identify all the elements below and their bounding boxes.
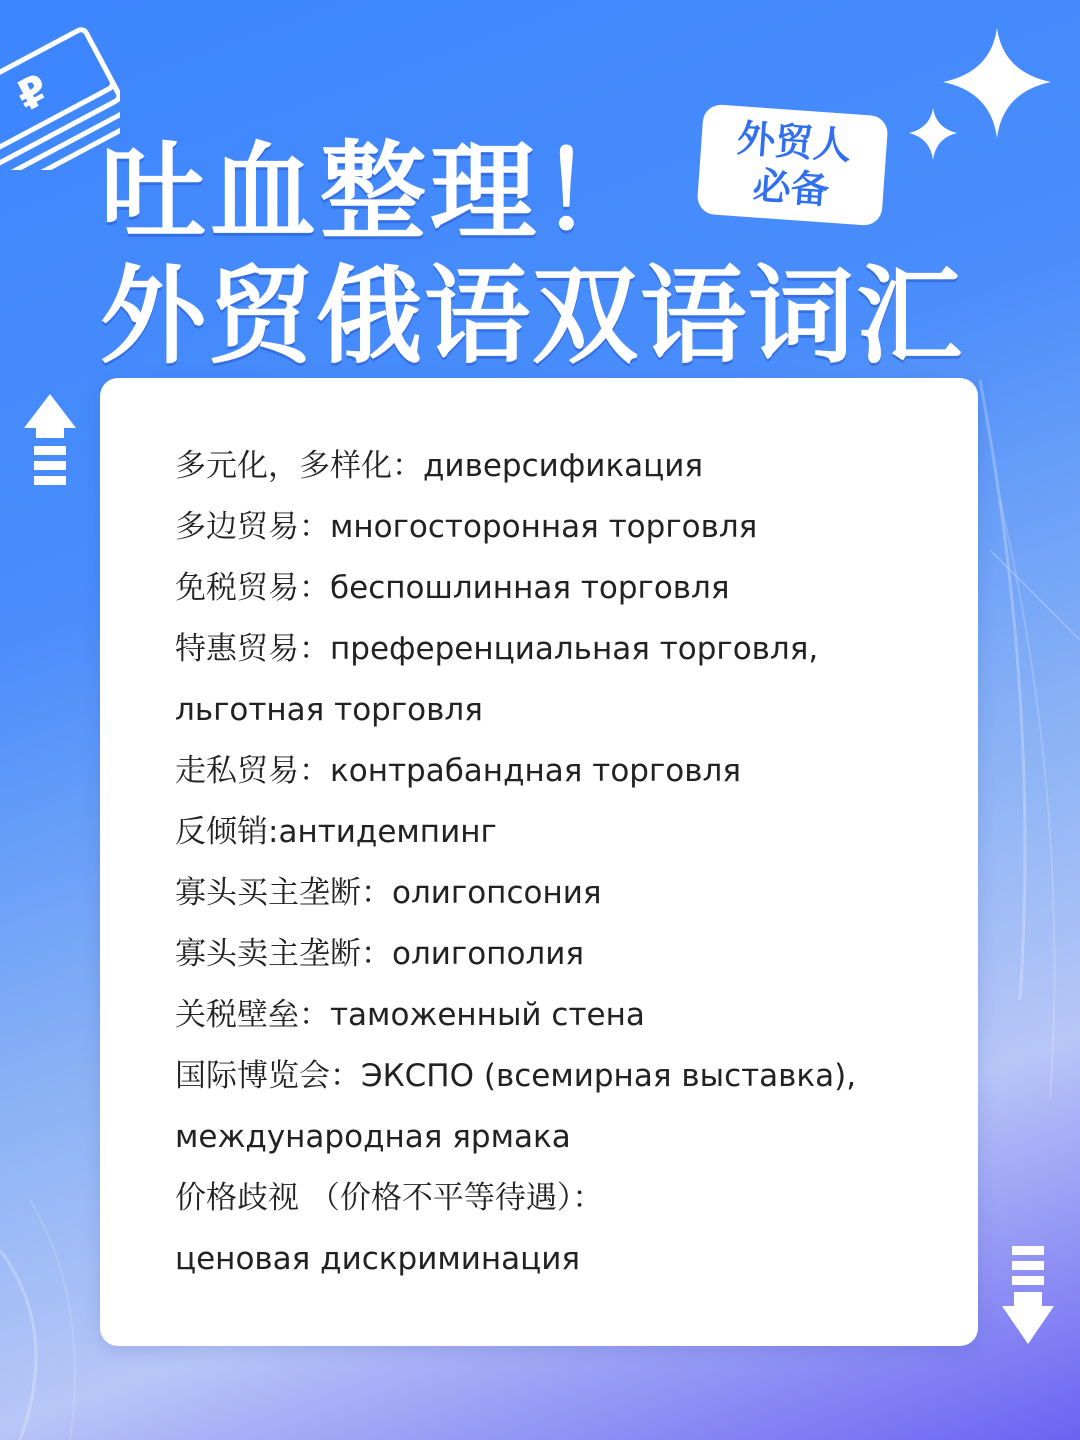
vocab-line: 寡头买主垄断：олигопсония <box>175 875 602 911</box>
sparkle-stars-icon <box>905 20 1065 180</box>
vocab-line: 寡头卖主垄断：олигополия <box>175 936 585 972</box>
vocab-line: 关税壁垒：таможенный стена <box>175 997 645 1033</box>
vocab-line: 特惠贸易：преференциальная торговля, <box>175 631 819 667</box>
title-line-1: 吐血整理！ <box>100 131 650 254</box>
down-arrow-icon <box>998 1244 1058 1348</box>
badge-line-2: 必备 <box>751 163 831 213</box>
vocab-line: 价格歧视 （价格不平等待遇）： <box>175 1180 604 1216</box>
vocab-line: 走私贸易：контрабандная торговля <box>175 753 741 789</box>
badge <box>696 104 888 227</box>
vocab-card <box>100 378 978 1346</box>
vocab-line: льготная торговля <box>175 692 483 728</box>
vocab-line: 反倾销:антидемпинг <box>175 814 497 850</box>
vocab-line: 多边贸易：многосторонная торговля <box>175 509 758 545</box>
vocab-line: международная ярмака <box>175 1119 571 1155</box>
title-line-2: 外贸俄语双语词汇 <box>100 255 964 378</box>
svg-text:₽: ₽ <box>8 64 58 122</box>
vocab-line: 国际博览会：ЭКСПО (всемирная выставка), <box>175 1058 857 1094</box>
vocab-line: 多元化，多样化：диверсификация <box>175 448 704 484</box>
vocab-line: ценовая дискриминация <box>175 1241 581 1277</box>
vocab-list <box>175 436 948 1290</box>
badge-line-1: 外贸人 <box>735 116 853 168</box>
vocab-line: 免税贸易：беспошлинная торговля <box>175 570 730 606</box>
up-arrow-icon <box>20 392 80 492</box>
